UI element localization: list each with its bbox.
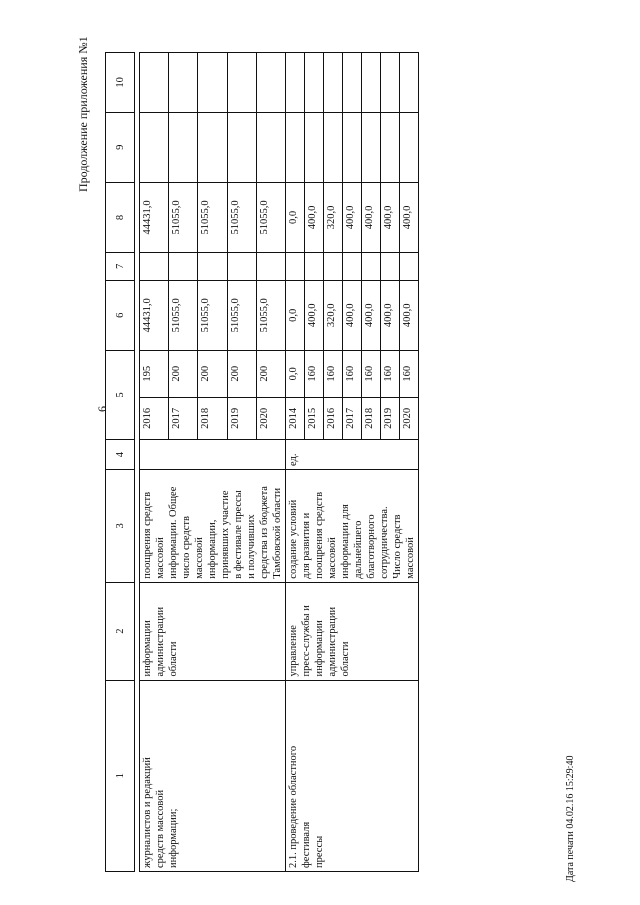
value-10: [381, 53, 400, 113]
value-10: [256, 53, 285, 113]
print-date: Дата печати 04.02.16 15:29:40: [565, 755, 576, 882]
value-9: [362, 112, 381, 182]
value-8: 51055,0: [169, 182, 198, 252]
value-10: [169, 53, 198, 113]
rotated-page: [65, 36, 585, 882]
year-cell: 2014: [286, 397, 305, 440]
value-8: 0,0: [286, 182, 305, 252]
value-7: [305, 253, 324, 281]
block1-executor: информации администрации области: [140, 582, 286, 680]
header-col-6: 6: [106, 280, 135, 350]
value-5: 200: [169, 350, 198, 397]
value-9: [198, 112, 227, 182]
value-10: [400, 53, 419, 113]
value-6: 51055,0: [227, 280, 256, 350]
value-8: 400,0: [362, 182, 381, 252]
page-number: 6: [95, 406, 109, 412]
header-col-8: 8: [106, 182, 135, 252]
year-cell: 2018: [362, 397, 381, 440]
value-10: [324, 53, 343, 113]
program-table: [105, 52, 419, 872]
header-col-3: 3: [106, 469, 135, 582]
value-6: 51055,0: [169, 280, 198, 350]
block1-unit: [140, 440, 286, 470]
value-5: 160: [343, 350, 362, 397]
value-8: 400,0: [381, 182, 400, 252]
value-7: [362, 253, 381, 281]
value-10: [286, 53, 305, 113]
value-5: 200: [198, 350, 227, 397]
value-6: 320,0: [324, 280, 343, 350]
value-10: [198, 53, 227, 113]
value-8: 44431,0: [140, 182, 169, 252]
header-col-7: 7: [106, 253, 135, 281]
year-cell: 2016: [140, 397, 169, 440]
value-7: [256, 253, 285, 281]
value-6: 400,0: [305, 280, 324, 350]
block1-activity: журналистов и редакций средств массовой информации;: [140, 680, 286, 871]
value-7: [324, 253, 343, 281]
value-7: [140, 253, 169, 281]
value-7: [381, 253, 400, 281]
value-8: 400,0: [305, 182, 324, 252]
year-cell: 2019: [381, 397, 400, 440]
block2-activity: 2.1. проведение областного фестиваля прессы: [286, 680, 419, 871]
value-10: [343, 53, 362, 113]
value-9: [324, 112, 343, 182]
value-7: [169, 253, 198, 281]
value-7: [400, 253, 419, 281]
year-cell: 2019: [227, 397, 256, 440]
value-5: 160: [305, 350, 324, 397]
value-8: 400,0: [343, 182, 362, 252]
header-col-2: 2: [106, 582, 135, 680]
header-col-10: 10: [106, 53, 135, 113]
value-9: [256, 112, 285, 182]
year-cell: 2015: [305, 397, 324, 440]
value-5: 195: [140, 350, 169, 397]
value-5: 200: [227, 350, 256, 397]
value-6: 400,0: [381, 280, 400, 350]
value-5: 200: [256, 350, 285, 397]
value-10: [140, 53, 169, 113]
header-col-5: 5: [106, 350, 135, 439]
value-8: 51055,0: [256, 182, 285, 252]
year-cell: 2017: [343, 397, 362, 440]
year-cell: 2018: [198, 397, 227, 440]
header-col-9: 9: [106, 112, 135, 182]
value-9: [343, 112, 362, 182]
year-cell: 2020: [400, 397, 419, 440]
value-6: 51055,0: [256, 280, 285, 350]
value-9: [169, 112, 198, 182]
continuation-note: Продолжение приложения №1: [76, 36, 90, 192]
table-row: [286, 53, 305, 872]
header-col-1: 1: [106, 680, 135, 871]
value-7: [286, 253, 305, 281]
value-6: 400,0: [400, 280, 419, 350]
block2-unit: ед.: [286, 440, 419, 470]
value-8: 400,0: [400, 182, 419, 252]
value-10: [227, 53, 256, 113]
value-5: 160: [381, 350, 400, 397]
header-col-4: 4: [106, 440, 135, 470]
table-row: [140, 53, 169, 872]
value-6: 0,0: [286, 280, 305, 350]
value-8: 320,0: [324, 182, 343, 252]
value-10: [362, 53, 381, 113]
value-6: 400,0: [362, 280, 381, 350]
value-5: 0,0: [286, 350, 305, 397]
year-cell: 2016: [324, 397, 343, 440]
value-5: 160: [324, 350, 343, 397]
value-6: 51055,0: [198, 280, 227, 350]
value-9: [381, 112, 400, 182]
value-7: [198, 253, 227, 281]
value-9: [227, 112, 256, 182]
block2-executor: управление пресс-службы и информации администрации области: [286, 582, 419, 680]
value-9: [305, 112, 324, 182]
value-5: 160: [400, 350, 419, 397]
value-9: [140, 112, 169, 182]
value-5: 160: [362, 350, 381, 397]
value-7: [343, 253, 362, 281]
year-cell: 2020: [256, 397, 285, 440]
value-6: 400,0: [343, 280, 362, 350]
value-6: 44431,0: [140, 280, 169, 350]
value-7: [227, 253, 256, 281]
block2-indicator: создание условий для развития и поощрения средств массовой информации для дальнейшего благотворного сотрудничества. Число средств массовой: [286, 469, 419, 582]
value-8: 51055,0: [198, 182, 227, 252]
value-9: [400, 112, 419, 182]
header-row: [106, 53, 135, 872]
value-8: 51055,0: [227, 182, 256, 252]
value-9: [286, 112, 305, 182]
value-10: [305, 53, 324, 113]
year-cell: 2017: [169, 397, 198, 440]
block1-indicator: поощрения средств массовой информации. Общее число средств массовой информации, принявших участие в фестивале прессы и получивших средства из бюджета Тамбовской области: [140, 469, 286, 582]
